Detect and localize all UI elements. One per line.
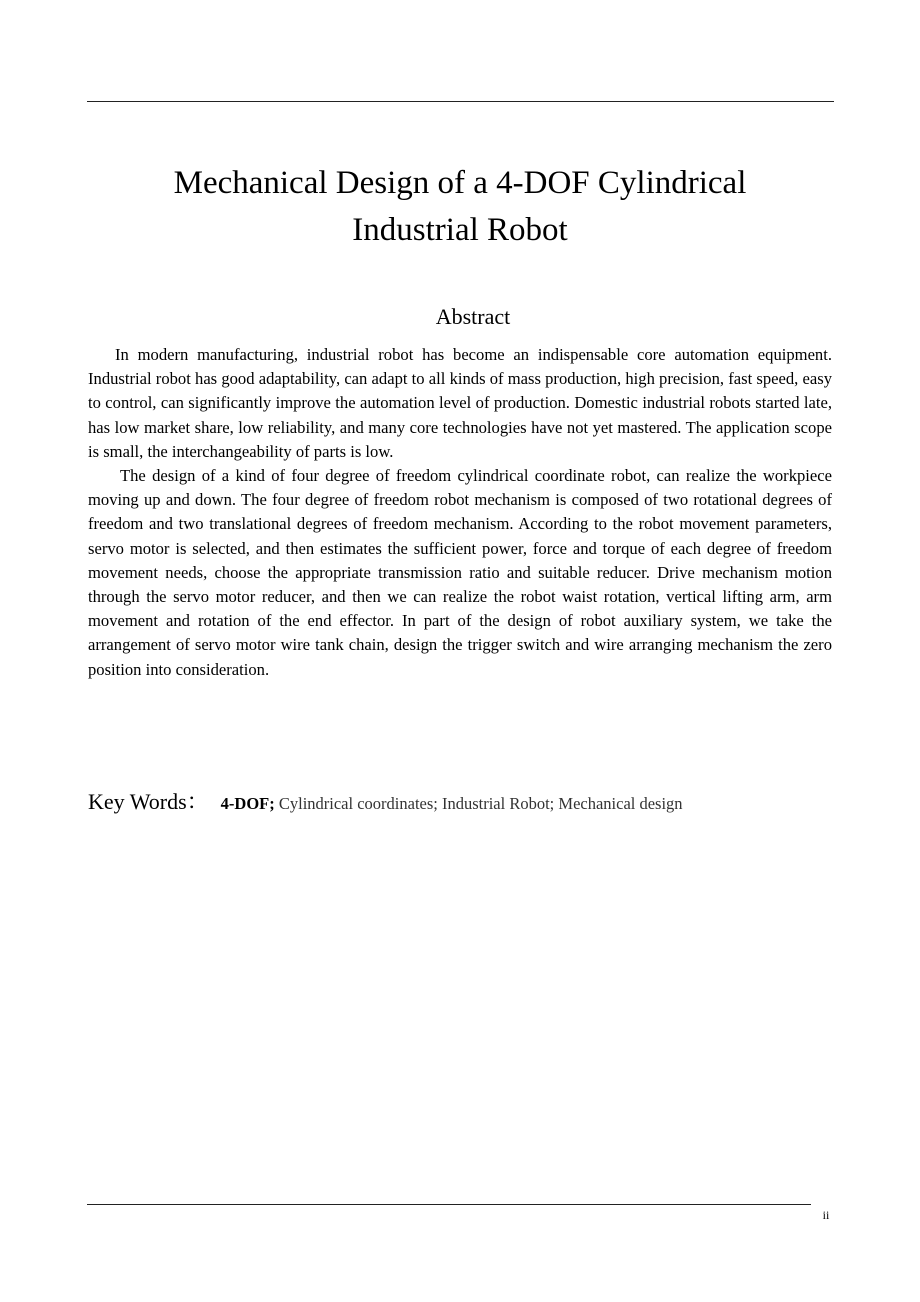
page-number: ii (822, 1208, 830, 1222)
title-line-1: Mechanical Design of a 4-DOF Cylindrical (173, 165, 747, 201)
header-rule (87, 101, 834, 102)
keywords-line (88, 787, 848, 817)
keywords-label: Key Words： (88, 789, 209, 814)
abstract-heading: Abstract (435, 304, 511, 329)
abstract-body (88, 343, 832, 682)
keywords-list: Cylindrical coordinates; Industrial Robot; Mechanical design (274, 794, 683, 813)
title-line-2: Industrial Robot (352, 212, 568, 248)
abstract-paragraph-1: In modern manufacturing, industrial robot has become an indispensable core automation equipment. Industrial robot has good adaptability, can adapt to all kinds of mass production, high precision, fast speed, easy to control, can significantly improve the automation level of production. Domestic industrial robots started late, has low market share, low reliability, and many core technologies have not yet mastered. The application scope is small, the interchangeability of parts is low. (88, 345, 832, 461)
keyword-bold-term: 4-DOF; (220, 794, 275, 813)
footer-rule (87, 1204, 811, 1205)
document-title (0, 160, 920, 254)
abstract-paragraph-2: The design of a kind of four degree of freedom cylindrical coordinate robot, can realize the workpiece moving up and down. The four degree of freedom robot mechanism is composed of two rotational degrees of freedom and two translational degrees of freedom mechanism. According to the robot movement parameters, servo motor is selected, and then estimates the sufficient power, force and torque of each degree of freedom movement needs, choose the appropriate transmission ratio and suitable reducer. Drive mechanism motion through the servo motor reducer, and then we can realize the robot waist rotation, vertical lifting arm, arm movement and rotation of the end effector. In part of the design of robot auxiliary system, we take the arrangement of servo motor wire tank chain, design the trigger switch and wire arranging mechanism the zero position into consideration. (88, 466, 832, 679)
